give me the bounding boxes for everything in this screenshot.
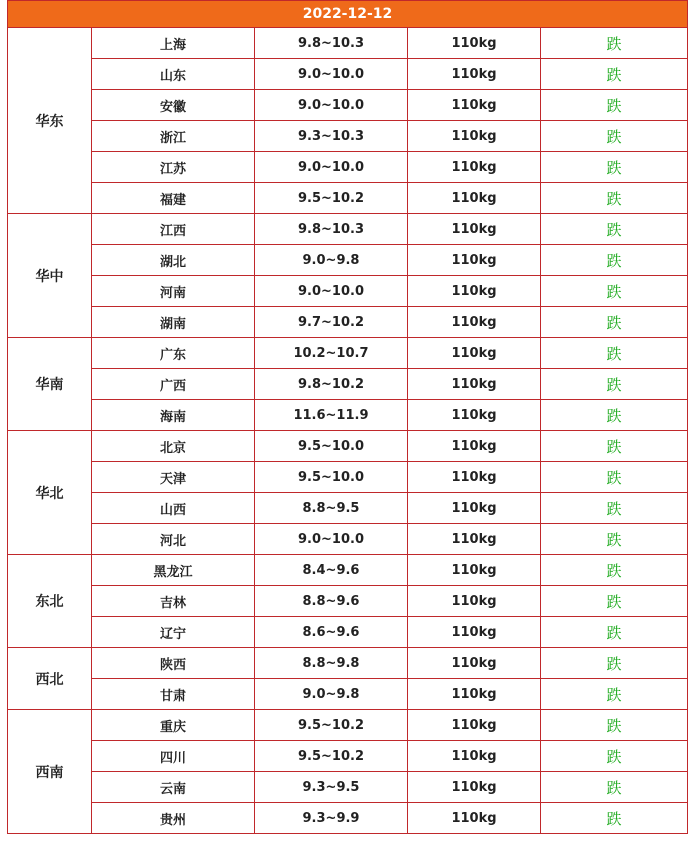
trend-cell: 跌 [541, 59, 688, 90]
weight-cell: 110kg [408, 183, 541, 214]
weight-cell: 110kg [408, 59, 541, 90]
weight-cell: 110kg [408, 462, 541, 493]
province-cell: 辽宁 [92, 617, 255, 648]
table-title: 2022-12-12 [8, 1, 688, 28]
province-cell: 江西 [92, 214, 255, 245]
price-cell: 8.8~9.6 [255, 586, 408, 617]
province-cell: 云南 [92, 772, 255, 803]
table-row [8, 369, 688, 400]
weight-cell: 110kg [408, 493, 541, 524]
trend-cell: 跌 [541, 152, 688, 183]
trend-cell: 跌 [541, 431, 688, 462]
province-cell: 湖南 [92, 307, 255, 338]
price-cell: 8.8~9.8 [255, 648, 408, 679]
trend-cell: 跌 [541, 245, 688, 276]
trend-cell: 跌 [541, 679, 688, 710]
table-row [8, 803, 688, 834]
weight-cell: 110kg [408, 555, 541, 586]
price-cell: 9.0~10.0 [255, 152, 408, 183]
trend-cell: 跌 [541, 183, 688, 214]
price-cell: 10.2~10.7 [255, 338, 408, 369]
weight-cell: 110kg [408, 152, 541, 183]
province-cell: 福建 [92, 183, 255, 214]
price-cell: 9.0~9.8 [255, 679, 408, 710]
trend-cell: 跌 [541, 617, 688, 648]
trend-cell: 跌 [541, 524, 688, 555]
price-cell: 9.0~10.0 [255, 276, 408, 307]
province-cell: 浙江 [92, 121, 255, 152]
table-row [8, 400, 688, 431]
weight-cell: 110kg [408, 90, 541, 121]
weight-cell: 110kg [408, 245, 541, 276]
province-cell: 陕西 [92, 648, 255, 679]
province-cell: 黑龙江 [92, 555, 255, 586]
trend-cell: 跌 [541, 400, 688, 431]
weight-cell: 110kg [408, 369, 541, 400]
region-cell: 华北 [8, 431, 92, 555]
weight-cell: 110kg [408, 28, 541, 59]
trend-cell: 跌 [541, 307, 688, 338]
weight-cell: 110kg [408, 586, 541, 617]
price-cell: 8.4~9.6 [255, 555, 408, 586]
trend-cell: 跌 [541, 586, 688, 617]
table-row [8, 245, 688, 276]
province-cell: 广东 [92, 338, 255, 369]
weight-cell: 110kg [408, 679, 541, 710]
province-cell: 天津 [92, 462, 255, 493]
province-cell: 安徽 [92, 90, 255, 121]
table-row [8, 276, 688, 307]
region-cell: 西北 [8, 648, 92, 710]
price-cell: 9.7~10.2 [255, 307, 408, 338]
province-cell: 山西 [92, 493, 255, 524]
table-row [8, 59, 688, 90]
price-cell: 8.6~9.6 [255, 617, 408, 648]
table-row [8, 28, 688, 59]
province-cell: 海南 [92, 400, 255, 431]
region-cell: 华中 [8, 214, 92, 338]
weight-cell: 110kg [408, 617, 541, 648]
weight-cell: 110kg [408, 741, 541, 772]
price-cell: 11.6~11.9 [255, 400, 408, 431]
table-row [8, 648, 688, 679]
table-row [8, 338, 688, 369]
weight-cell: 110kg [408, 524, 541, 555]
price-cell: 9.0~10.0 [255, 59, 408, 90]
price-cell: 9.5~10.2 [255, 183, 408, 214]
province-cell: 河北 [92, 524, 255, 555]
price-cell: 9.5~10.2 [255, 710, 408, 741]
weight-cell: 110kg [408, 214, 541, 245]
province-cell: 山东 [92, 59, 255, 90]
table-row [8, 679, 688, 710]
weight-cell: 110kg [408, 803, 541, 834]
table-row [8, 90, 688, 121]
table-row [8, 183, 688, 214]
province-cell: 北京 [92, 431, 255, 462]
table-row [8, 493, 688, 524]
province-cell: 河南 [92, 276, 255, 307]
trend-cell: 跌 [541, 121, 688, 152]
province-cell: 上海 [92, 28, 255, 59]
weight-cell: 110kg [408, 648, 541, 679]
trend-cell: 跌 [541, 214, 688, 245]
price-cell: 8.8~9.5 [255, 493, 408, 524]
trend-cell: 跌 [541, 276, 688, 307]
trend-cell: 跌 [541, 803, 688, 834]
table-body [8, 28, 688, 834]
table-row [8, 555, 688, 586]
table-row [8, 710, 688, 741]
table-row [8, 586, 688, 617]
region-cell: 西南 [8, 710, 92, 834]
trend-cell: 跌 [541, 648, 688, 679]
price-cell: 9.3~9.9 [255, 803, 408, 834]
trend-cell: 跌 [541, 28, 688, 59]
price-cell: 9.5~10.2 [255, 741, 408, 772]
price-cell: 9.8~10.2 [255, 369, 408, 400]
table-row [8, 214, 688, 245]
province-cell: 湖北 [92, 245, 255, 276]
trend-cell: 跌 [541, 338, 688, 369]
trend-cell: 跌 [541, 741, 688, 772]
trend-cell: 跌 [541, 710, 688, 741]
price-table [7, 0, 688, 834]
region-cell: 华东 [8, 28, 92, 214]
weight-cell: 110kg [408, 276, 541, 307]
table-row [8, 462, 688, 493]
trend-cell: 跌 [541, 772, 688, 803]
region-cell: 华南 [8, 338, 92, 431]
trend-cell: 跌 [541, 493, 688, 524]
price-cell: 9.8~10.3 [255, 214, 408, 245]
price-cell: 9.3~10.3 [255, 121, 408, 152]
province-cell: 贵州 [92, 803, 255, 834]
price-table-container [7, 0, 687, 834]
price-cell: 9.5~10.0 [255, 462, 408, 493]
table-row [8, 524, 688, 555]
price-cell: 9.0~9.8 [255, 245, 408, 276]
price-cell: 9.5~10.0 [255, 431, 408, 462]
table-row [8, 121, 688, 152]
province-cell: 重庆 [92, 710, 255, 741]
province-cell: 四川 [92, 741, 255, 772]
table-row [8, 741, 688, 772]
price-cell: 9.0~10.0 [255, 90, 408, 121]
price-cell: 9.0~10.0 [255, 524, 408, 555]
weight-cell: 110kg [408, 400, 541, 431]
table-row [8, 772, 688, 803]
trend-cell: 跌 [541, 462, 688, 493]
province-cell: 吉林 [92, 586, 255, 617]
trend-cell: 跌 [541, 90, 688, 121]
province-cell: 甘肃 [92, 679, 255, 710]
table-row [8, 152, 688, 183]
price-cell: 9.8~10.3 [255, 28, 408, 59]
trend-cell: 跌 [541, 369, 688, 400]
province-cell: 广西 [92, 369, 255, 400]
weight-cell: 110kg [408, 710, 541, 741]
title-row [8, 1, 688, 28]
weight-cell: 110kg [408, 431, 541, 462]
weight-cell: 110kg [408, 338, 541, 369]
table-row [8, 307, 688, 338]
region-cell: 东北 [8, 555, 92, 648]
trend-cell: 跌 [541, 555, 688, 586]
table-row [8, 617, 688, 648]
weight-cell: 110kg [408, 772, 541, 803]
price-cell: 9.3~9.5 [255, 772, 408, 803]
weight-cell: 110kg [408, 307, 541, 338]
weight-cell: 110kg [408, 121, 541, 152]
table-row [8, 431, 688, 462]
province-cell: 江苏 [92, 152, 255, 183]
